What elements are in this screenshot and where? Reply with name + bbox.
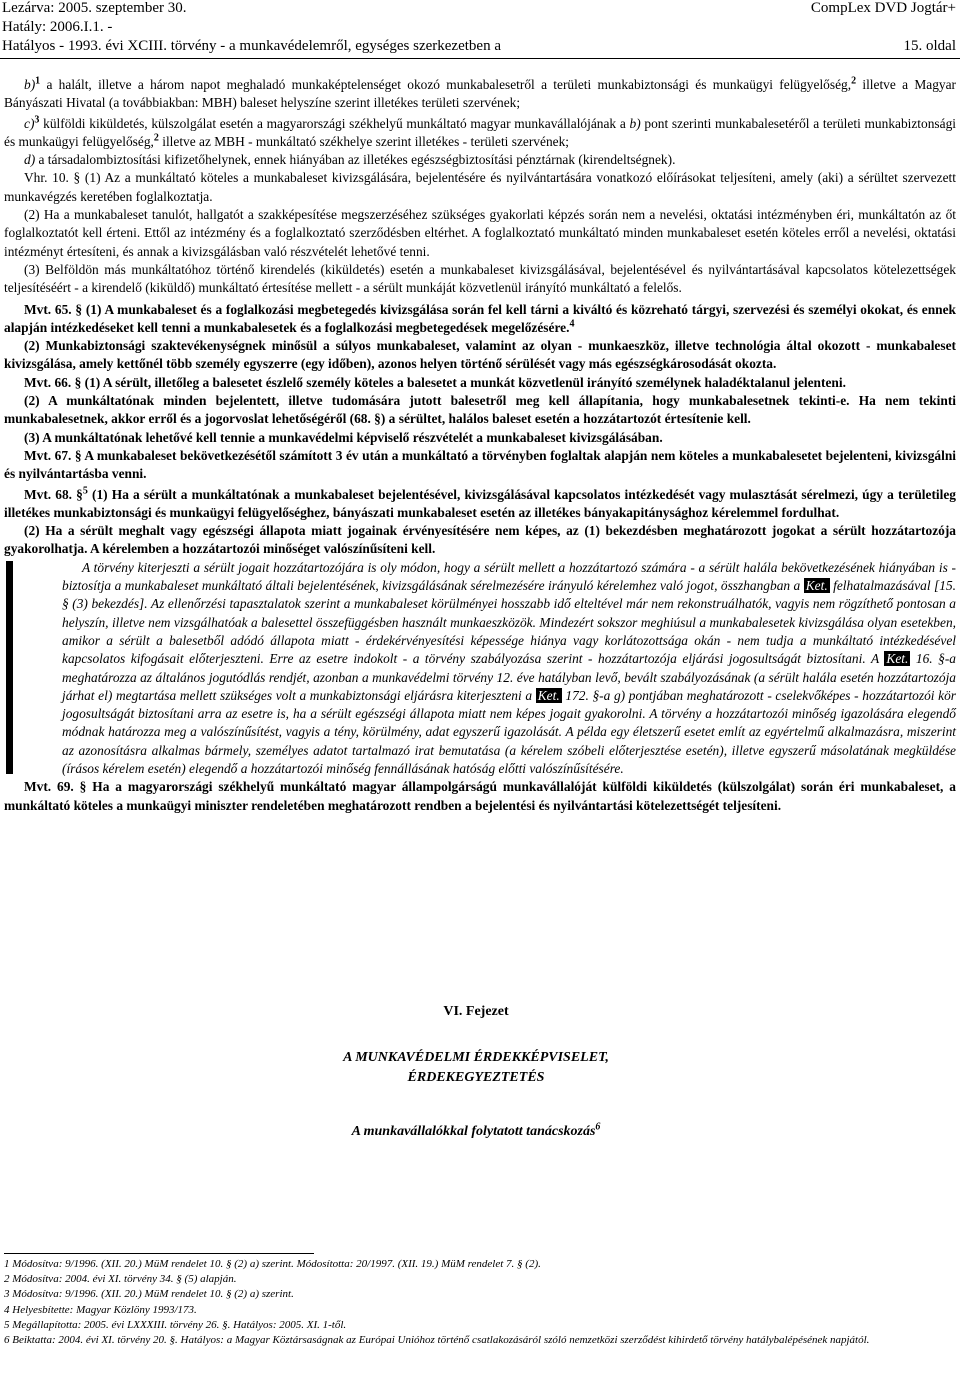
chapter-title-line-1: A MUNKAVÉDELMI ÉRDEKKÉPVISELET,: [343, 1050, 609, 1065]
document-body: [4, 76, 956, 815]
paragraph-b: b)$^1$ a halált, illetve a három napot meghaladó munkaképtelenséget okozó munkabalesetről a területi munkabiztonsági és munkaügyi felügyelőség,$^2$ illetve a Magyar Bányászati Hivatal (a továbbiakban: MBH) baleset helyszíne szerint illetékes területi szervének;: [4, 75, 956, 111]
footnote: 4 Helyesbítette: Magyar Közlöny 1993/173.: [4, 1303, 197, 1316]
vhr-10-1: Vhr. 10. § (1) Az a munkáltató köteles a munkabaleset kivizsgálására, bejelentésére és nyilvántartására vonatkozó előírásokat teljesíteni, amely (aki) a sérültet szervezett munkavégzés keretében foglalkoztatja.: [4, 170, 956, 204]
ket-link[interactable]: Ket.: [805, 578, 828, 594]
commentary-marker-bar: [6, 561, 13, 775]
chapter-subtitle: A munkavállalókkal folytatott tanácskozás$^6$: [351, 1121, 601, 1139]
footnote: 2 Módosítva: 2004. évi XI. törvény 34. § (5) alapján.: [4, 1273, 237, 1286]
vhr-10-2: (2) Ha a munkabaleset tanulót, hallgatót a szakképesítése megszerzéséhez szükséges gyakorlati képzés során nem a nevelési, oktatási intézményben éri, munkáltatón az őt foglalkoztatót kell érteni. Ettől az intézmény és a foglalkoztató szerződésben eltérhet. A foglalkoztató munkáltató minden munkabaleset esetén köteles erről a nevelési, oktatási intézményt értesíteni, és annak a kivizsgálásban való részvételét lehetővé tenni.: [4, 207, 956, 259]
footnote: 5 Megállapította: 2005. évi LXXXIII. törvény 26. §. Hatályos: 2005. XI. 1-től.: [4, 1318, 347, 1331]
paragraph-d: d) a társadalombiztosítási kifizetőhelynek, ennek hiányában az illetékes egészségbiztosítási pénztárnak (kirendeltségnek).: [24, 152, 676, 168]
mvt-69: Mvt. 69. § Ha a magyarországi székhelyű munkáltató magyar állampolgárságú munkavállalóját külföldi kiküldetés (külszolgálat) során éri munkabaleset, a munkáltató köteles a munkaügyi miniszter rendeletében meghatározott rendben a bejelentési és nyilvántartási kötelezettségét teljesíteni.: [4, 779, 956, 813]
footnote: 3 Módosítva: 9/1996. (XII. 20.) MüM rendelet 10. § (2) a) szerint.: [4, 1288, 294, 1301]
chapter-title-line-2: ÉRDEKEGYEZTETÉS: [407, 1070, 545, 1085]
header-divider: [0, 58, 960, 59]
header-product-name: CompLex DVD Jogtár+: [810, 0, 956, 16]
footnote-divider: [4, 1253, 314, 1254]
mvt-66-3: (3) A munkáltatónak lehetővé kell tennie a munkavédelmi képviselő részvételét a munkabaleset kivizsgálásában.: [24, 429, 663, 445]
paragraph-c: c)$^3$ külföldi kiküldetés, külszolgálat esetén a magyarországi székhelyű munkáltató magyar munkavállalójának a b) pont szerinti munkabalesetéről a területi munkabiztonsági és munkaügyi felügyelőség,$^2$ illetve az MBH - munkáltató székhelye szerint illetékes - területi szervének;: [4, 114, 956, 149]
footnote: 1 Módosítva: 9/1996. (XII. 20.) MüM rendelet 10. § (2) a) szerint. Módosította: 20/1997. (XII. 19.) MüM rendelet 7. § (2).: [4, 1258, 541, 1270]
footnote: 6 Beiktatta: 2004. évi XI. törvény 20. §. Hatályos: a Magyar Köztársaságnak az Európai Unióhoz történő csatlakozásáról szóló nemzetközi szerződést kihirdető törvény hatálybalépésének napjától.: [4, 1334, 870, 1347]
ket-link[interactable]: Ket.: [537, 687, 560, 703]
header-law-title: Hatályos - 1993. évi XCIII. törvény - a munkavédelemről, egységes szerkezetben a: [2, 38, 501, 54]
footnotes: [4, 1257, 954, 1348]
header-effective-date: Hatály: 2006.I.1. -: [2, 19, 113, 35]
mvt-67: Mvt. 67. § A munkabaleset bekövetkezésétől számított 3 év után a munkáltató a törvényben foglaltak alapján nem köteles a munkabalesetet bejelenteni, kivizsgálni és nyilvántartásba venni.: [4, 447, 956, 482]
page-number: 15. oldal: [903, 38, 956, 54]
mvt-68-1: Mvt. 68. §$^5$ (1) Ha a sérült a munkáltatónak a munkabaleset bejelentésével, kivizsgálásával kapcsolatos intézkedését vagy mulasztását sérelmezi, úgy a területileg illetékes munkabiztonsági és munkaügyi felügyelőséghez, bányászati munkabaleset esetén az illetékes bányakapitánysághoz kérelemmel fordulhat.: [4, 485, 956, 520]
mvt-66-1: Mvt. 66. § (1) A sérült, illetőleg a balesetet észlelő személy köteles a balesetet a munkát közvetlenül irányító személynek haladéktalanul jelenteni.: [24, 374, 846, 390]
mvt-68-2: (2) Ha a sérült meghalt vagy egészségi állapota miatt jogainak érvényesítésére nem képes, az (1) bekezdésben meghatározott jogokat a sérült hozzátartozója gyakorolhatja. A kérelemben a hozzátartozói minőséget valószínűsíteni kell.: [4, 523, 956, 557]
mvt-65-2: (2) Munkabiztonsági szaktevékenységnek minősül a súlyos munkabaleset, valamint az olyan - munkaeszköz, illetve technológia által okozott - munkabaleset kivizsgálása, amely kettőnél több személy egyszerre (egy időben), azonos helyen történő sérülését vagy más egészségkárosodását okozta.: [4, 338, 956, 372]
mvt-65-1: Mvt. 65. § (1) A munkabaleset és a foglalkozási megbetegedés kivizsgálása során fel kell tárni a kiváltó és közreható tárgyi, szervezési és személyi okokat, és ennek alapján intézkedéseket kell tenni a munkabalesetek és a foglalkozási megbetegedések megelőzésére.$^4$: [4, 301, 956, 335]
ket-link[interactable]: Ket.: [886, 651, 909, 667]
vhr-10-3: (3) Belföldön más munkáltatóhoz történő kirendelés (kiküldetés) esetén a munkabaleset kivizsgálásával, bejelentésével és nyilvántartásával kapcsolatos kötelezettségek teljesítéséért - a kirendelő (kiküldő) munkáltató értesítése mellett - a sérült munkáját közvetlenül irányító munkáltató a felelős.: [4, 261, 956, 296]
commentary-block: A törvény kiterjeszti a sérült jogait hozzátartozójára is oly módon, hogy a sérült mellett a hozzátartozó számára - a sérült halála bekövetkezésének hiányában is - biztosítja a munkabaleset munkáltató általi bejelentésének, kivizsgálásának sérelmezésére irányuló kérelemhez való jogot, összhangban a Ket. felhatalmazásával [15. § (3) bekezdés]. Az ellenőrzési tapasztalatok szerint a munkabaleset körülményei hosszabb idő elteltével már nem rekonstruálhatók, vagyis nem rögzíthető pontosan a helyszín, illetve nem vizsgálhatóak a balesettel összefüggésben használt munkaeszközök. Mindezért sokszor meghiúsul a munkabalesetek kivizsgálása olyan esetekben, amikor a sérült a balesetből adódó állapota miatt - érdekérvényesítési képessége hiánya vagy korlátozottsága okán - nem tudja a munkáltató intézkedésével kapcsolatos kifogásait előterjeszteni. Erre az esetre indokolt - a törvény szabályozása szerint - hozzátartozója eljárási jogosultságát biztosítani. A Ket. 16. §-a meghatározza az általános jogutódlás rendjét, azonban a munkavédelmi törvény 12. éve hatályban levő, bevált szabályozásának (a sérült halála esetén hozzátartozója járhat el) megtartása mellett szükséges volt a munkabiztonsági eljárásra kiterjeszteni a Ket. 172. §-a g) pontjában meghatározott - cselekvőképes - hozzátartozói kör jogosultságát biztosítani arra az esetre is, ha a sérült egészségi állapota miatt nem képes jogait gyakorolni. A törvény a hozzátartozói minőség igazolására elegendő módnak határozza meg a valószínűsítést, vagyis a tény, körülmény, adat egyszerű igazolását. A példa egy életszerű esetet említ az egyértelmű alkalmazásra, miszerint az azonosításra alkalmas bármely, személyes adatot tartalmazó irat bemutatása (a kérelem szóbeli előterjesztése esetén), illetve egyszerű másolatának megküldése (írásos kérelem esetén) elegendő a hozzátartozói minőség fennállásának hatóság előtti valószínűsítésére.: [4, 559, 956, 779]
chapter-number: VI. Fejezet: [443, 1004, 509, 1019]
header-closing-date: Lezárva: 2005. szeptember 30.: [2, 0, 187, 16]
mvt-66-2: (2) A munkáltatónak minden bejelentett, illetve tudomására jutott balesetről meg kell állapítania, hogy munkabalesetnek tekinti-e. Ha nem tekinti munkabalesetnek, akkor erről és a jogorvoslat lehetőségéről (68. §) a sérültet, halálos baleset esetén a hozzátartozót értesítenie kell.: [4, 393, 956, 427]
